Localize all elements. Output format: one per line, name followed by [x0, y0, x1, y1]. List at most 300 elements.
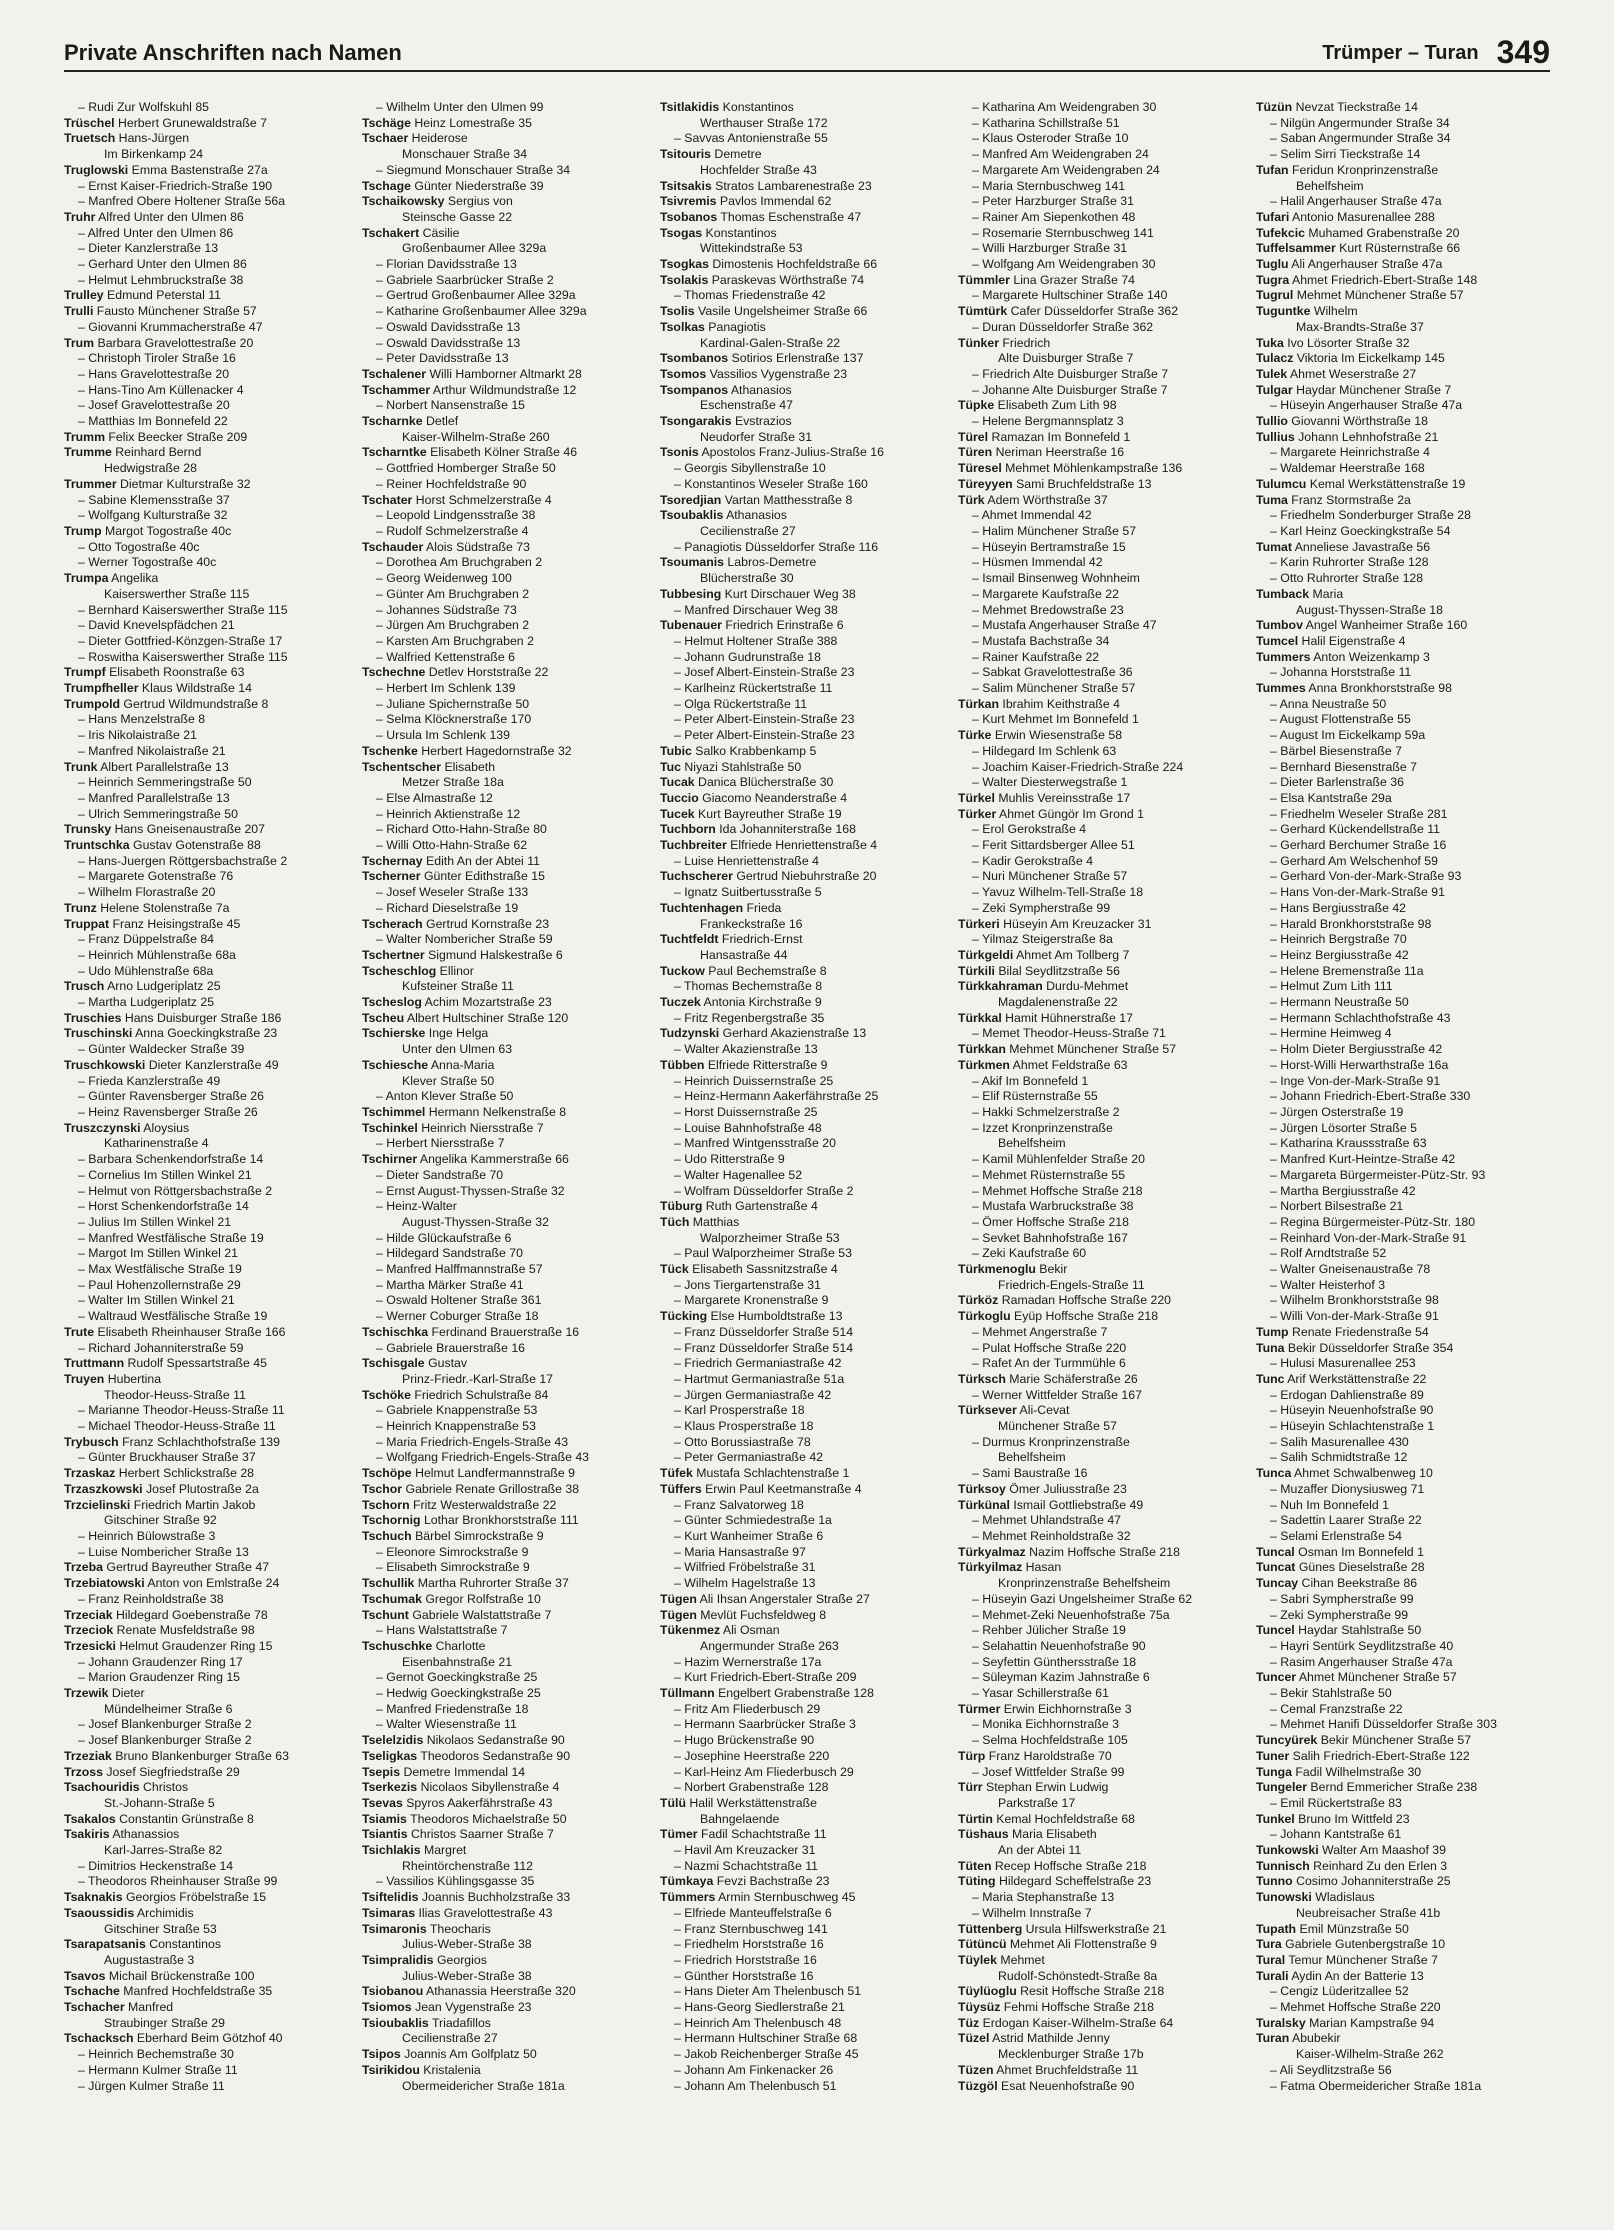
directory-entry: [64, 273, 352, 289]
directory-entry: [958, 1874, 1246, 1890]
surname: Tschöpe: [362, 1466, 412, 1481]
entry-text: – Sabkat Gravelottestraße 36: [972, 665, 1133, 680]
directory-entry: [958, 1812, 1246, 1828]
directory-entry: [64, 1922, 352, 1938]
entry-text: Apostolos Franz-Julius-Straße 16: [698, 445, 884, 460]
directory-entry: [660, 2047, 948, 2063]
directory-entry: [362, 1576, 650, 1592]
entry-text: Ali Angerhauser Straße 47a: [1288, 257, 1443, 272]
directory-entry: [1256, 1293, 1544, 1309]
directory-entry: [660, 1058, 948, 1074]
entry-text: – Rainer Kaufstraße 22: [972, 649, 1100, 664]
surname: Tserkezis: [362, 1780, 418, 1795]
entry-text: Manfred: [124, 2000, 174, 2015]
surname: Tsolis: [660, 304, 695, 319]
directory-entry: [64, 398, 352, 414]
directory-entry: [660, 964, 948, 980]
directory-entry: [1256, 320, 1544, 336]
directory-entry: [64, 2000, 352, 2016]
directory-entry: [958, 1576, 1246, 1592]
entry-text: – Frieda Kanzlerstraße 49: [78, 1073, 221, 1088]
entry-text: Steinsche Gasse 22: [402, 209, 513, 224]
directory-column-3: [660, 100, 948, 2094]
surname: Tügen: [660, 1607, 697, 1622]
directory-entry: [1256, 477, 1544, 493]
entry-text: – Ismail Binsenweg Wohnheim: [972, 571, 1140, 586]
directory-entry: [64, 131, 352, 147]
entry-text: – Margareta Bürgermeister-Pütz-Str. 93: [1270, 1167, 1486, 1182]
entry-text: Muhlis Vereinsstraße 17: [994, 790, 1131, 805]
entry-text: – Dorothea Am Bruchgraben 2: [376, 555, 543, 570]
surname: Truttmann: [64, 1356, 125, 1371]
surname: Tschisgale: [362, 1356, 425, 1371]
entry-text: Parkstraße 17: [998, 1795, 1076, 1810]
entry-text: – Maria Hansastraße 97: [674, 1544, 806, 1559]
entry-text: – Hans-Tino Am Küllenacker 4: [78, 382, 244, 397]
directory-entry: [1256, 1341, 1544, 1357]
directory-entry: [64, 822, 352, 838]
entry-text: Arif Werkstättenstraße 22: [1284, 1371, 1427, 1386]
surname: Tüylek: [958, 1952, 997, 1967]
entry-text: – Selami Erlenstraße 54: [1270, 1528, 1402, 1543]
directory-entry: [64, 1042, 352, 1058]
entry-text: Haydar Münchener Straße 7: [1292, 382, 1452, 397]
entry-text: Antonio Masurenallee 288: [1289, 209, 1435, 224]
surname: Turalsky: [1256, 2015, 1306, 2030]
entry-text: Gertrud Bayreuther Straße 47: [102, 1560, 270, 1575]
directory-entry: [1256, 2016, 1544, 2032]
entry-text: Giovanni Wörthstraße 18: [1287, 414, 1428, 429]
entry-text: – Hermann Hultschiner Straße 68: [674, 2031, 858, 2046]
entry-text: – Nilgün Angermunder Straße 34: [1270, 115, 1450, 130]
directory-entry: [64, 964, 352, 980]
entry-text: Hasan: [1022, 1560, 1062, 1575]
surname: Tulek: [1256, 366, 1288, 381]
entry-text: – Hazim Wernerstraße 17a: [674, 1654, 822, 1669]
directory-entry: [362, 1074, 650, 1090]
entry-text: Michail Brückenstraße 100: [105, 1968, 255, 1983]
directory-entry: [362, 1796, 650, 1812]
entry-text: Hubertina: [104, 1371, 162, 1386]
entry-text: Friedrich: [999, 335, 1051, 350]
directory-entry: [958, 1482, 1246, 1498]
entry-text: – Mehmet Uhlandstraße 47: [972, 1513, 1122, 1528]
entry-text: – Cornelius Im Stillen Winkel 21: [78, 1167, 252, 1182]
directory-entry: [958, 1325, 1246, 1341]
entry-text: – Wilhelm Innstraße 7: [972, 1905, 1092, 1920]
entry-text: – Mustafa Warbruckstraße 38: [972, 1199, 1134, 1214]
directory-entry: [362, 650, 650, 666]
directory-entry: [1256, 1513, 1544, 1529]
entry-text: Christos Saarner Straße 7: [407, 1827, 554, 1842]
surname: Tunno: [1256, 1874, 1293, 1889]
surname: Tschöke: [362, 1387, 411, 1402]
surname: Tscheslog: [362, 995, 422, 1010]
surname: Turan: [1256, 2031, 1290, 2046]
directory-entry: [362, 728, 650, 744]
entry-text: Bilal Seydlitzstraße 56: [994, 963, 1120, 978]
entry-text: Elfriede Ritterstraße 9: [704, 1057, 828, 1072]
entry-text: – Mehmet Reinholdstraße 32: [972, 1528, 1131, 1543]
entry-text: – Klaus Prosperstraße 18: [674, 1419, 814, 1434]
entry-text: – Maria Sternbuschweg 141: [972, 178, 1126, 193]
surname: Trybusch: [64, 1434, 119, 1449]
entry-text: – Hüsmen Immendal 42: [972, 555, 1103, 570]
entry-text: – Johann Am Finkenacker 26: [674, 2062, 834, 2077]
directory-entry: [64, 1843, 352, 1859]
directory-entry: [660, 1984, 948, 2000]
directory-entry: [362, 822, 650, 838]
surname: Türkan: [958, 696, 999, 711]
directory-entry: [1256, 681, 1544, 697]
entry-text: Matthias: [689, 1214, 740, 1229]
directory-entry: [64, 1152, 352, 1168]
entry-text: – Wilhelm Florastraße 20: [78, 885, 216, 900]
entry-text: Elisabeth Sassnitzstraße 4: [688, 1262, 838, 1277]
entry-text: – Halim Münchener Straße 57: [972, 523, 1137, 538]
directory-entry: [64, 1089, 352, 1105]
entry-text: – Ulrich Semmeringstraße 50: [78, 806, 238, 821]
entry-text: – Franz Sternbuschweg 141: [674, 1921, 828, 1936]
entry-text: Erwin Wiesenstraße 58: [991, 728, 1123, 743]
entry-text: Eyüp Hoffsche Straße 218: [1010, 1309, 1159, 1324]
directory-entry: [1256, 964, 1544, 980]
entry-text: – Oswald Davidsstraße 13: [376, 319, 521, 334]
directory-entry: [64, 634, 352, 650]
directory-entry: [362, 697, 650, 713]
directory-entry: [64, 1293, 352, 1309]
directory-entry: [958, 1639, 1246, 1655]
entry-text: Wilhelm: [1310, 304, 1358, 319]
surname: Tschacher: [64, 2000, 125, 2015]
entry-text: An der Abtei 11: [998, 1843, 1082, 1858]
entry-text: Elfriede Henriettenstraße 4: [726, 838, 878, 853]
directory-entry: [362, 1906, 650, 1922]
directory-entry: [660, 1498, 948, 1514]
surname: Tschacksch: [64, 2031, 134, 2046]
directory-entry: [64, 712, 352, 728]
directory-entry: [1256, 398, 1544, 414]
directory-entry: [660, 650, 948, 666]
directory-entry: [660, 1121, 948, 1137]
surname: Tsioubaklis: [362, 2015, 429, 2030]
directory-entry: [660, 1419, 948, 1435]
directory-entry: [362, 1026, 650, 1042]
surname: Tschunt: [362, 1607, 409, 1622]
directory-entry: [64, 383, 352, 399]
surname: Tüzün: [1256, 100, 1293, 114]
directory-entry: [362, 1953, 650, 1969]
entry-text: – Dimitrios Heckenstraße 14: [78, 1858, 234, 1873]
entry-text: – Kamil Mühlenfelder Straße 20: [972, 1152, 1145, 1167]
entry-text: – Hans Walstattstraße 7: [376, 1623, 508, 1638]
directory-entry: [660, 979, 948, 995]
entry-text: Salih Friedrich-Ebert-Straße 122: [1289, 1748, 1470, 1763]
surname: Tuchtenhagen: [660, 900, 744, 915]
entry-text: – Mehmet-Zeki Neuenhofstraße 75a: [972, 1607, 1170, 1622]
surname: Trumpold: [64, 696, 121, 711]
entry-text: Klever Straße 50: [402, 1073, 495, 1088]
directory-entry: [362, 147, 650, 163]
entry-text: – Hüseyin Schlachtenstraße 1: [1270, 1419, 1435, 1434]
surname: Tscharnke: [362, 414, 423, 429]
entry-text: Stratos Lambarenestraße 23: [711, 178, 872, 193]
entry-text: Sotirios Erlenstraße 137: [728, 351, 864, 366]
surname: Trzebiatowski: [64, 1576, 145, 1591]
directory-entry: [660, 744, 948, 760]
entry-text: Giacomo Neanderstraße 4: [698, 790, 848, 805]
entry-text: Ferdinand Brauerstraße 16: [428, 1324, 580, 1339]
directory-entry: [1256, 383, 1544, 399]
entry-text: Adem Wörthstraße 37: [984, 492, 1108, 507]
directory-entry: [958, 1356, 1246, 1372]
entry-text: Bekir Düsseldorfer Straße 354: [1284, 1340, 1454, 1355]
directory-entry: [958, 477, 1246, 493]
surname: Tsepis: [362, 1764, 401, 1779]
entry-text: – Georg Weidenweg 100: [376, 571, 512, 586]
entry-text: – Selma Hochfeldstraße 105: [972, 1733, 1128, 1748]
directory-entry: [660, 1623, 948, 1639]
directory-entry: [660, 571, 948, 587]
surname: Tüz: [958, 2015, 980, 2030]
surname: Trzeba: [64, 1560, 103, 1575]
surname: Trzeciak: [64, 1607, 113, 1622]
directory-entry: [64, 1372, 352, 1388]
directory-entry: [958, 1545, 1246, 1561]
entry-text: – Josef Blankenburger Straße 2: [78, 1733, 252, 1748]
directory-entry: [362, 1089, 650, 1105]
directory-entry: [362, 336, 650, 352]
entry-text: – Johann Kantstraße 61: [1270, 1827, 1402, 1842]
entry-text: Horst Schmelzerstraße 4: [412, 492, 552, 507]
entry-text: Viktoria Im Eickelkamp 145: [1293, 351, 1445, 366]
directory-entry: [1256, 2063, 1544, 2079]
directory-entry: [362, 1293, 650, 1309]
entry-text: Hans Gneisenaustraße 207: [111, 822, 265, 837]
directory-entry: [958, 493, 1246, 509]
entry-text: – Gerhard Am Welschenhof 59: [1270, 853, 1438, 868]
directory-entry: [362, 1639, 650, 1655]
directory-entry: [362, 445, 650, 461]
name-range: Trümper – Turan: [1322, 42, 1479, 64]
directory-entry: [362, 226, 650, 242]
surname: Tseligkas: [362, 1748, 418, 1763]
entry-text: Hildegard Scheffelstraße 23: [995, 1874, 1152, 1889]
directory-entry: [958, 1074, 1246, 1090]
surname: Tschäge: [362, 115, 411, 130]
directory-entry: [64, 1953, 352, 1969]
directory-entry: [1256, 1136, 1544, 1152]
directory-entry: [958, 571, 1246, 587]
surname: Türksch: [958, 1371, 1006, 1386]
entry-text: Gustav: [424, 1356, 468, 1371]
surname: Trumme: [64, 445, 112, 460]
entry-text: – Norbert Nansenstraße 15: [376, 398, 526, 413]
directory-entry: [64, 2031, 352, 2047]
surname: Türksever: [958, 1403, 1017, 1418]
directory-entry: [660, 618, 948, 634]
entry-text: Rudolf Spessartstraße 45: [124, 1356, 267, 1371]
surname: Tschage: [362, 178, 411, 193]
entry-text: – Süleyman Kazim Jahnstraße 6: [972, 1670, 1150, 1685]
directory-entry: [64, 1670, 352, 1686]
surname: Tschuschke: [362, 1638, 433, 1653]
directory-entry: [660, 1199, 948, 1215]
directory-entry: [64, 1890, 352, 1906]
entry-text: Eschenstraße 47: [700, 398, 793, 413]
surname: Tsavos: [64, 1968, 106, 1983]
directory-entry: [64, 885, 352, 901]
directory-entry: [660, 1152, 948, 1168]
directory-entry: [958, 1215, 1246, 1231]
entry-text: – Hermine Heimweg 4: [1270, 1026, 1392, 1041]
entry-text: Charlotte: [432, 1638, 486, 1653]
entry-text: – Otto Borussiastraße 78: [674, 1434, 811, 1449]
entry-text: – Sadettin Laarer Straße 22: [1270, 1513, 1422, 1528]
entry-text: – Mehmet Angerstraße 7: [972, 1324, 1108, 1339]
surname: Tulumcu: [1256, 476, 1307, 491]
entry-text: Pavlos Immendal 62: [716, 194, 832, 209]
entry-text: – Horst-Willi Herwarthstraße 16a: [1270, 1057, 1449, 1072]
entry-text: – Selim Sirri Tieckstraße 14: [1270, 147, 1421, 162]
surname: Tsevas: [362, 1795, 403, 1810]
directory-entry: [362, 1105, 650, 1121]
directory-entry: [64, 241, 352, 257]
entry-text: – Manfred Halffmannstraße 57: [376, 1262, 543, 1277]
directory-entry: [1256, 603, 1544, 619]
entry-text: – Ernst August-Thyssen-Straße 32: [376, 1183, 565, 1198]
directory-entry: [362, 1545, 650, 1561]
entry-text: Erwin Paul Keetmanstraße 4: [701, 1481, 862, 1496]
entry-text: Marie Schäferstraße 26: [1005, 1371, 1138, 1386]
surname: Tummers: [1256, 649, 1311, 664]
entry-text: Klaus Wildstraße 14: [138, 681, 252, 696]
surname: Tuchscherer: [660, 869, 733, 884]
surname: Tsoubaklis: [660, 508, 724, 523]
directory-entry: [958, 2063, 1246, 2079]
directory-entry: [64, 697, 352, 713]
entry-text: – Hermann Saarbrücker Straße 3: [674, 1717, 856, 1732]
entry-text: – Margarete Hultschiner Straße 140: [972, 288, 1168, 303]
entry-text: – Helmut Holtener Straße 388: [674, 633, 838, 648]
entry-text: Sami Bruchfeldstraße 13: [1012, 476, 1152, 491]
directory-entry: [362, 1042, 650, 1058]
entry-text: – Vassilios Kühlingsgasse 35: [376, 1874, 535, 1889]
surname: Tungeler: [1256, 1780, 1308, 1795]
surname: Tsoumanis: [660, 555, 725, 570]
directory-entry: [660, 1105, 948, 1121]
entry-text: – Muzaffer Dionysiusweg 71: [1270, 1481, 1425, 1496]
directory-entry: [660, 1859, 948, 1875]
directory-entry: [362, 571, 650, 587]
entry-text: Kristalenia: [419, 2062, 481, 2077]
directory-entry: [1256, 775, 1544, 791]
entry-text: – Walter Gneisenaustraße 78: [1270, 1262, 1431, 1277]
directory-entry: [660, 854, 948, 870]
entry-text: Walter Am Maashof 39: [1318, 1843, 1446, 1858]
entry-text: Hochfelder Straße 43: [700, 162, 817, 177]
surname: Trunz: [64, 900, 97, 915]
entry-text: Neubreisacher Straße 41b: [1296, 1905, 1441, 1920]
directory-columns: [64, 100, 1550, 2094]
directory-entry: [958, 760, 1246, 776]
directory-entry: [958, 1026, 1246, 1042]
surname: Tunowski: [1256, 1890, 1312, 1905]
entry-text: – Mehmet Hoffsche Straße 220: [1270, 2000, 1441, 2015]
directory-entry: [362, 1325, 650, 1341]
page-header: [64, 30, 1550, 72]
entry-text: Dieter Kanzlerstraße 49: [145, 1057, 279, 1072]
surname: Tschater: [362, 492, 413, 507]
directory-entry: [660, 1812, 948, 1828]
entry-text: Karl-Jarres-Straße 82: [104, 1843, 223, 1858]
entry-text: – Udo Mühlenstraße 68a: [78, 963, 214, 978]
directory-entry: [362, 1435, 650, 1451]
entry-text: – Margarete Kronenstraße 9: [674, 1293, 829, 1308]
entry-text: – Maria Stephanstraße 13: [972, 1890, 1115, 1905]
directory-entry: [958, 838, 1246, 854]
directory-entry: [64, 304, 352, 320]
directory-entry: [64, 760, 352, 776]
directory-entry: [1256, 131, 1544, 147]
surname: Tsitsakis: [660, 178, 712, 193]
entry-text: – Ursula Im Schlenk 139: [376, 728, 510, 743]
entry-text: – Friedrich Horststraße 16: [674, 1952, 817, 1967]
directory-entry: [362, 2079, 650, 2095]
directory-entry: [362, 1749, 650, 1765]
directory-entry: [64, 1058, 352, 1074]
entry-text: – Elif Rüsternstraße 55: [972, 1089, 1098, 1104]
surname: Tscheschlog: [362, 963, 437, 978]
directory-entry: [1256, 1026, 1544, 1042]
entry-text: Fehmi Hoffsche Straße 218: [1000, 2000, 1154, 2015]
entry-text: – Manfred Friedenstraße 18: [376, 1701, 529, 1716]
directory-entry: [1256, 1074, 1544, 1090]
entry-text: Athanassios: [109, 1827, 180, 1842]
entry-text: – Katharina Am Weidengraben 30: [972, 100, 1157, 114]
directory-entry: [958, 2047, 1246, 2063]
directory-entry: [64, 917, 352, 933]
entry-text: Mehmet Münchener Straße 57: [1293, 288, 1464, 303]
entry-text: Fadil Wilhelmstraße 30: [1291, 1764, 1422, 1779]
entry-text: Günes Dieselstraße 28: [1295, 1560, 1425, 1575]
directory-entry: [64, 540, 352, 556]
entry-text: Gregor Rolfstraße 10: [421, 1591, 541, 1606]
directory-entry: [1256, 728, 1544, 744]
directory-entry: [660, 288, 948, 304]
entry-text: Nevzat Tieckstraße 14: [1292, 100, 1418, 114]
entry-text: – Sabine Klemensstraße 37: [78, 492, 230, 507]
entry-text: – Akif Im Bonnefeld 1: [972, 1073, 1089, 1088]
entry-text: Josef Siegfriedstraße 29: [102, 1764, 240, 1779]
surname: Tsiantis: [362, 1827, 408, 1842]
surname: Tüfek: [660, 1466, 693, 1481]
entry-text: – Hans Gravelottestraße 20: [78, 366, 230, 381]
directory-entry: [362, 273, 650, 289]
directory-entry: [64, 1199, 352, 1215]
surname: Truschkowski: [64, 1057, 146, 1072]
surname: Tuncat: [1256, 1560, 1296, 1575]
entry-text: – Hans Menzelstraße 8: [78, 712, 206, 727]
entry-text: – Anton Klever Straße 50: [376, 1089, 514, 1104]
entry-text: Edith An der Abtei 11: [422, 853, 540, 868]
surname: Tubbesing: [660, 586, 722, 601]
entry-text: Paraskevas Wörthstraße 74: [708, 272, 865, 287]
entry-text: Friedrich-Ernst: [718, 932, 803, 947]
surname: Türkmenoglu: [958, 1262, 1036, 1277]
entry-text: Hedwigstraße 28: [104, 461, 197, 476]
directory-entry: [362, 901, 650, 917]
